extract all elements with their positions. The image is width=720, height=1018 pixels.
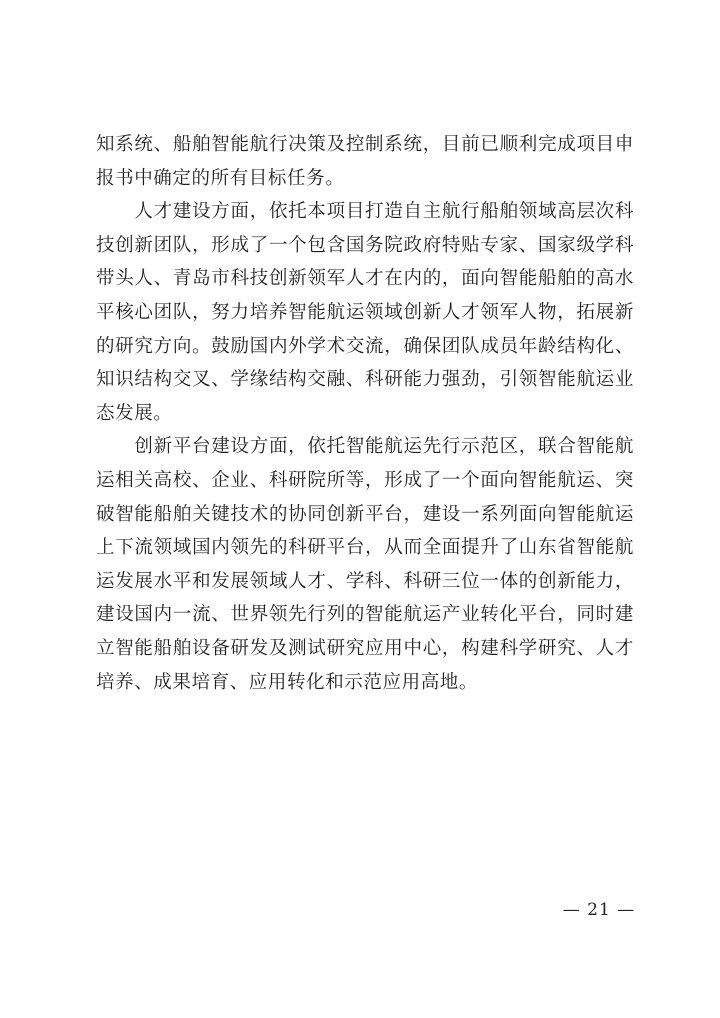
paragraph-platform-building: [96, 430, 634, 699]
text-line: 创新平台建设方面，依托智能航运先行示范区，联合智能航: [96, 436, 634, 458]
text-line: 的研究方向。鼓励国内外学术交流，确保团队成员年龄结构化、: [96, 335, 634, 357]
text-line: 培养、成果培育、应用转化和示范应用高地。: [96, 671, 479, 693]
text-line: 报书中确定的所有目标任务。: [96, 167, 345, 189]
text-line: 建设国内一流、世界领先行列的智能航运产业转化平台，同时建: [96, 604, 634, 626]
text-line: 运相关高校、企业、科研院所等，形成了一个面向智能航运、突: [96, 469, 634, 491]
text-line: 平核心团队，努力培养智能航运领域创新人才领军人物，拓展新: [96, 301, 634, 323]
text-line: 带头人、青岛市科技创新领军人才在内的，面向智能船舶的高水: [96, 268, 634, 290]
text-line: 运发展水平和发展领域人才、学科、科研三位一体的创新能力，: [96, 570, 634, 592]
body-text: [96, 128, 634, 699]
text-line: 人才建设方面，依托本项目打造自主航行船舶领域高层次科: [96, 201, 634, 223]
text-line: 知识结构交叉、学缘结构交融、科研能力强劲，引领智能航运业: [96, 369, 634, 391]
paragraph-talent-building: [96, 195, 634, 430]
paragraph-continuation: [96, 128, 634, 195]
text-line: 破智能船舶关键技术的协同创新平台，建设一系列面向智能航运: [96, 503, 634, 525]
page-number: — 21 —: [562, 900, 636, 920]
text-line: 技创新团队，形成了一个包含国务院政府特贴专家、国家级学科: [96, 234, 634, 256]
text-line: 上下流领域国内领先的科研平台，从而全面提升了山东省智能航: [96, 537, 634, 559]
text-line: 知系统、船舶智能航行决策及控制系统，目前已顺利完成项目申: [96, 134, 634, 155]
text-line: 态发展。: [96, 402, 173, 424]
text-line: 立智能船舶设备研发及测试研究应用中心，构建科学研究、人才: [96, 637, 634, 659]
